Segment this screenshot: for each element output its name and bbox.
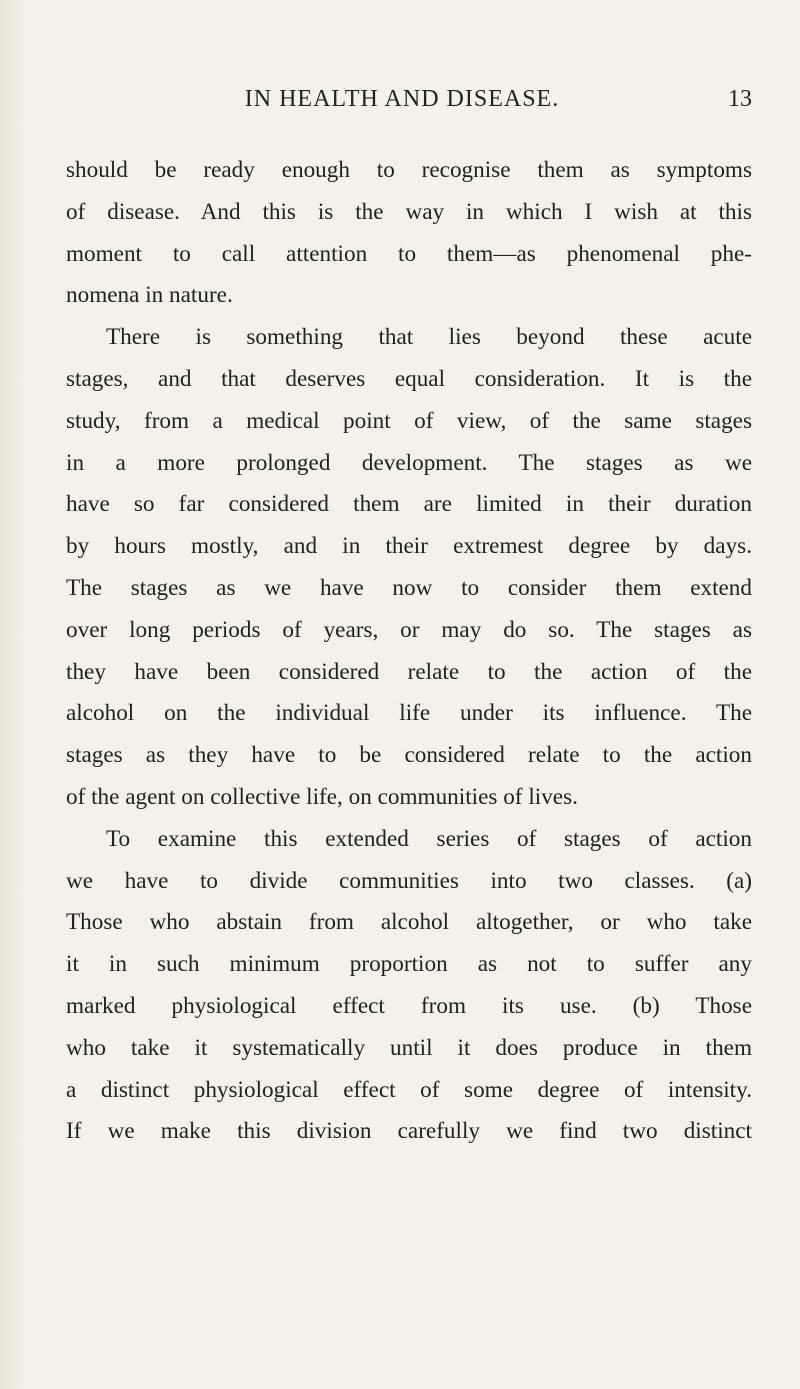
- text-line: moment to call attention to them—as phenomenal phe-: [66, 240, 752, 267]
- text-line: nomena in nature.: [66, 282, 233, 309]
- text-line: of the agent on collective life, on communities of lives.: [66, 783, 578, 810]
- running-title: IN HEALTH AND DISEASE.: [244, 86, 560, 112]
- text-line: have so far considered them are limited in their duration: [66, 491, 752, 518]
- text-line: a distinct physiological effect of some degree of intensity.: [66, 1076, 752, 1103]
- text-line: marked physiological effect from its use. (b) Those: [66, 992, 752, 1019]
- text-line: There is something that lies beyond these acute: [106, 324, 752, 351]
- text-line: To examine this extended series of stages of action: [106, 825, 752, 852]
- text-line: over long periods of years, or may do so. The stages as: [66, 616, 752, 643]
- text-line: in a more prolonged development. The stages as we: [66, 449, 752, 476]
- text-line: The stages as we have now to consider them extend: [66, 574, 752, 601]
- text-line: it in such minimum proportion as not to suffer any: [66, 951, 752, 978]
- running-head: [52, 86, 752, 126]
- text-line: study, from a medical point of view, of the same stages: [66, 407, 752, 434]
- text-line: who take it systematically until it does produce in them: [66, 1034, 752, 1061]
- text-line: stages as they have to be considered relate to the action: [66, 742, 752, 769]
- text-line: we have to divide communities into two classes. (a): [66, 867, 752, 894]
- text-line: If we make this division carefully we find two distinct: [66, 1118, 752, 1145]
- body-text: [66, 150, 752, 1153]
- text-line: alcohol on the individual life under its influence. The: [66, 700, 752, 727]
- text-line: stages, and that deserves equal consideration. It is the: [66, 365, 752, 392]
- text-line: should be ready enough to recognise them as symptoms: [66, 157, 752, 183]
- text-line: Those who abstain from alcohol altogether, or who take: [66, 909, 752, 936]
- text-line: by hours mostly, and in their extremest degree by days.: [66, 533, 752, 560]
- text-line: they have been considered relate to the action of the: [66, 658, 752, 685]
- text-line: of disease. And this is the way in which I wish at this: [66, 198, 752, 225]
- page-gutter-shadow: [0, 0, 26, 1389]
- page-number: 13: [728, 86, 752, 112]
